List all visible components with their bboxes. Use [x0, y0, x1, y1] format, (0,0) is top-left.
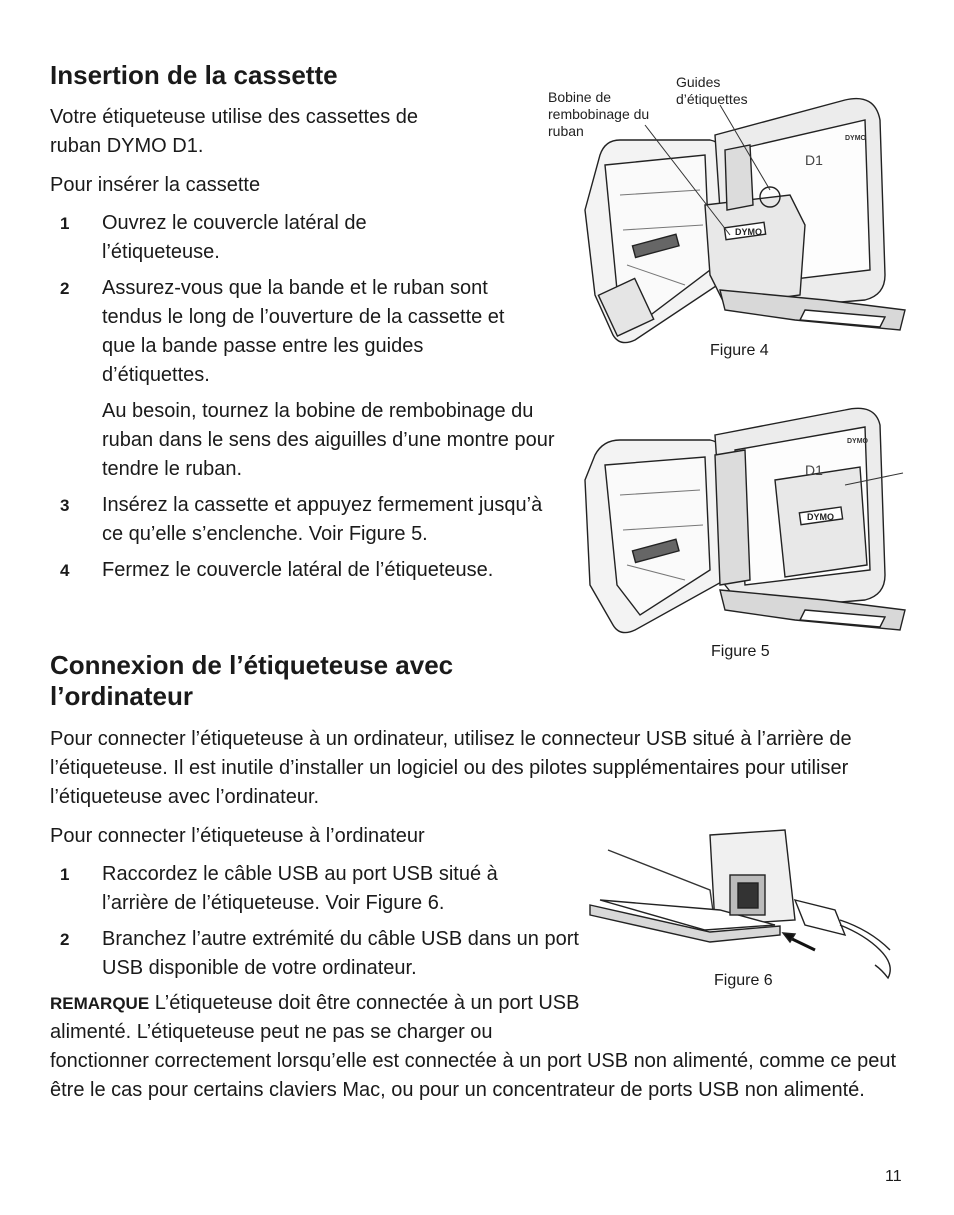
figure-4-caption: Figure 4	[710, 342, 769, 359]
step-number: 1	[60, 865, 70, 884]
page-number: 11	[885, 1168, 902, 1185]
section-intro-connexion: Pour connecter l’étiqueteuse à un ordinateur, utilisez le connecteur USB situé à l’arrière de l’étiqueteuse. Il est inutile d’installer un logiciel ou des pilotes supplémentaires pour utiliser l’étiqueteuse avec l’ordinateur.	[50, 728, 852, 808]
remark-float-spacer	[590, 989, 910, 1019]
callout-bobine: Bobine de rembobinage du ruban	[548, 89, 650, 139]
step-text: Fermez le couvercle latéral de l’étiqueteuse.	[102, 559, 494, 581]
step-text: Insérez la cassette et appuyez fermement jusqu’à ce qu’elle s’enclenche. Voir Figure 5.	[102, 494, 543, 545]
step-number: 2	[60, 930, 70, 949]
step-number: 2	[60, 279, 70, 298]
figure-4-illustration	[575, 95, 905, 355]
figure-6-caption: Figure 6	[714, 972, 773, 989]
section-intro-cassette: Votre étiqueteuse utilise des cassettes de ruban DYMO D1.	[50, 106, 419, 157]
cassette-brand-4: DYMO	[735, 227, 762, 237]
cassette-d1-5: D1	[805, 462, 823, 478]
callout-guides: Guides d’étiquettes	[676, 74, 748, 107]
remark-label: REMARQUE	[50, 994, 150, 1013]
body-brand-4: DYMO	[845, 135, 866, 142]
subheading-connecter: Pour connecter l’étiqueteuse à l’ordinateur	[50, 825, 425, 847]
subheading-inserer: Pour insérer la cassette	[50, 174, 261, 196]
cassette-d1-4: D1	[805, 152, 823, 168]
step-text: Au besoin, tournez la bobine de rembobinage du ruban dans le sens des aiguilles d’une montre pour tendre le ruban.	[102, 400, 555, 480]
body-brand-5: DYMO	[847, 438, 868, 445]
step-number: 1	[60, 214, 70, 233]
step-number: 4	[60, 561, 70, 580]
step-text: Branchez l’autre extrémité du câble USB dans un port USB disponible de votre ordinateur.	[102, 928, 579, 979]
section-title-connexion: Connexion de l’étiqueteuse avec l’ordinateur	[50, 650, 454, 711]
remark-text: L’étiqueteuse doit être connectée à un port USB alimenté. L’étiqueteuse peut ne pas se charger ou fonctionner correctement lorsqu’elle est connectée à un port USB non alimenté, comme ce peut être le cas pour certains claviers Mac, ou pour un concentrateur de ports USB non alimenté.	[50, 992, 897, 1101]
section-title-cassette: Insertion de la cassette	[50, 60, 338, 90]
figure-5-illustration	[575, 405, 905, 645]
step-text: Ouvrez le couvercle latéral de l’étiqueteuse.	[102, 212, 367, 263]
step-text: Raccordez le câble USB au port USB situé à l’arrière de l’étiqueteuse. Voir Figure 6.	[102, 863, 498, 914]
step-number: 3	[60, 496, 70, 515]
cassette-brand-5: DYMO	[807, 512, 834, 522]
figure-5-caption: Figure 5	[711, 643, 770, 660]
step-text: Assurez-vous que la bande et le ruban sont tendus le long de l’ouverture de la cassette et que la bande passe entre les guides d’étiquettes.	[102, 277, 505, 386]
figure-6-illustration	[590, 830, 910, 980]
remark	[50, 989, 910, 1105]
